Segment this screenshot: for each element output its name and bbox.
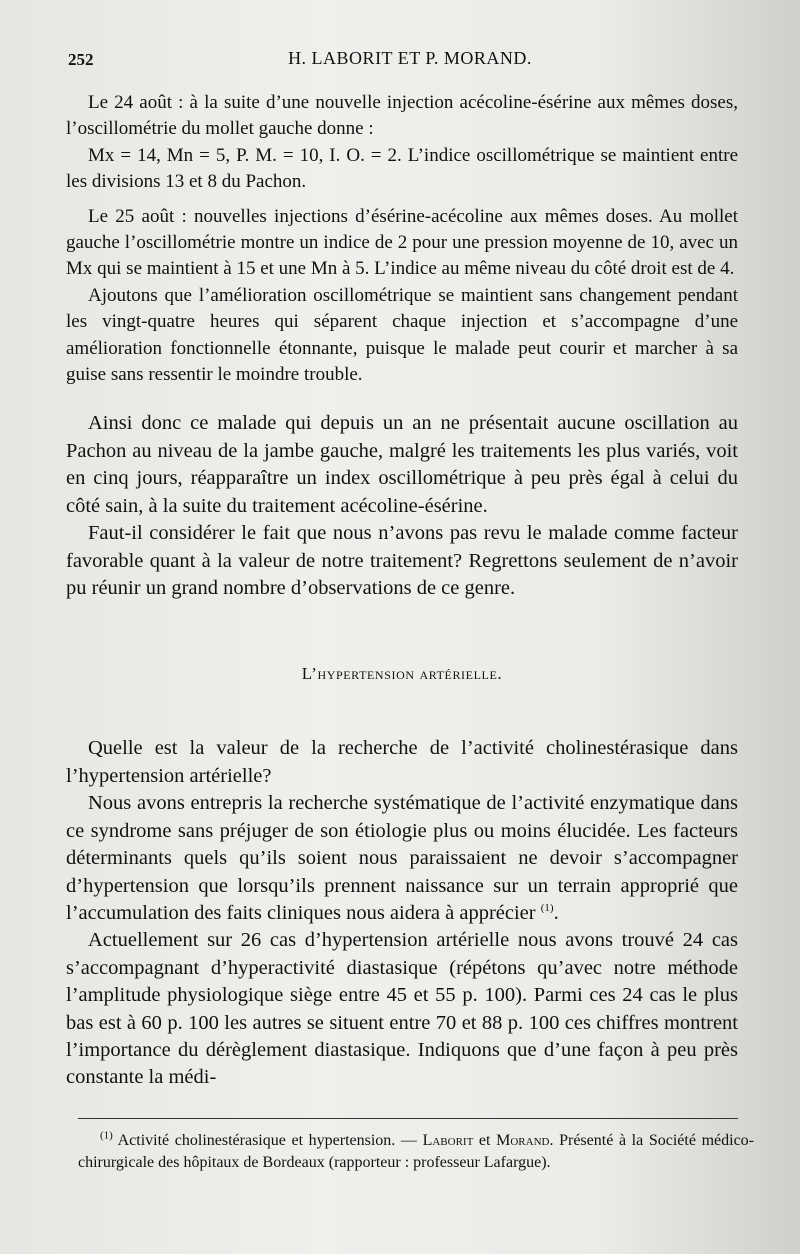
body-text xyxy=(66,90,738,1092)
paragraph: Mx = 14, Mn = 5, P. M. = 10, I. O. = 2. L’indice oscillométrique se maintient entre les divisions 13 et 8 du Pachon. xyxy=(66,144,738,193)
page-number: 252 xyxy=(68,50,94,69)
paragraph xyxy=(66,790,738,927)
footnote xyxy=(78,1130,754,1174)
paragraph: Quelle est la valeur de la recherche de l’activité cholinestérasique dans l’hypertension artérielle? xyxy=(66,737,738,787)
paragraph: Le 25 août : nouvelles injections d’ésérine-acécoline aux mêmes doses. Au mollet gauche l’oscillométrie montre un indice de 2 pour une pression moyenne de 10, avec un Mx qui se maintient à 15 et une Mn à 5. L’indice au même niveau du côté droit est de 4. xyxy=(66,205,738,280)
footnote-marker: (1) xyxy=(100,1129,113,1142)
footnote-reference: (1) xyxy=(540,902,554,915)
section-heading: L’hypertension artérielle. xyxy=(301,663,503,683)
paragraph-end: . xyxy=(553,901,559,924)
footnote-text: Activité cholinestérasique et hypertension. — xyxy=(117,1132,423,1149)
footnote-text: . Présenté à la Société médico-chirurgicale des hôpitaux de Bordeaux (rapporteur : professeur Lafargue). xyxy=(78,1132,755,1171)
hypertension-section xyxy=(66,735,738,1091)
running-title: H. LABORIT ET P. MORAND. xyxy=(288,48,532,68)
paragraph: Actuellement sur 26 cas d’hypertension artérielle nous avons trouvé 24 cas s’accompagnant d’hyperactivité diastasique (répétons qu’avec notre méthode l’amplitude physiologique siège entre 45 et 55 p. 100). Parmi ces 24 cas le plus bas est à 60 p. 100 les autres se situent entre 70 et 88 p. 100 ces chiffres montrent l’importance du dérèglement diastasique. Indiquons que d’une façon à peu près constante la médi- xyxy=(66,929,738,1089)
page-header xyxy=(60,44,760,74)
paragraph: Ainsi donc ce malade qui depuis un an ne présentait aucune oscillation au Pachon au niveau de la jambe gauche, malgré les traitements les plus variés, voit en cinq jours, réapparaître un index oscillométrique à peu près égal à celui du côté sain, à la suite du traitement acécoline-ésérine. xyxy=(66,412,738,517)
observation-block xyxy=(66,90,738,388)
footnote-text: et xyxy=(473,1132,497,1149)
paragraph: Faut-il considérer le fait que nous n’avons pas revu le malade comme facteur favorable quant à la valeur de notre traitement? Regrettons seulement de n’avoir pu réunir un grand nombre d’observations de ce genre. xyxy=(66,522,738,600)
footnote-divider xyxy=(78,1118,738,1119)
conclusion-block xyxy=(66,410,738,603)
paragraph: Le 24 août : à la suite d’une nouvelle injection acécoline-ésérine aux mêmes doses, l’oscillométrie du mollet gauche donne : xyxy=(66,92,738,140)
paragraph: Ajoutons que l’amélioration oscillométrique se maintient sans changement pendant les vingt-quatre heures qui séparent chaque injection et s’accompagne d’une amélioration fonctionnelle étonnante, puisque le malade peut courir et marcher à sa guise sans ressentir le moindre trouble. xyxy=(66,284,738,386)
footnote-author: Laborit xyxy=(422,1132,474,1149)
paragraph-text: Nous avons entrepris la recherche systématique de l’activité enzymatique dans ce syndrome sans préjuger de son étiologie plus ou moins élucidée. Les facteurs déterminants quels qu’ils soient nous paraissaient ne devoir s’accompagner d’hypertension que lorsqu’ils prennent naissance sur un terrain approprié que l’accumulation des faits cliniques nous aidera à apprécier xyxy=(66,792,738,924)
footnote-author: Morand xyxy=(496,1132,550,1149)
